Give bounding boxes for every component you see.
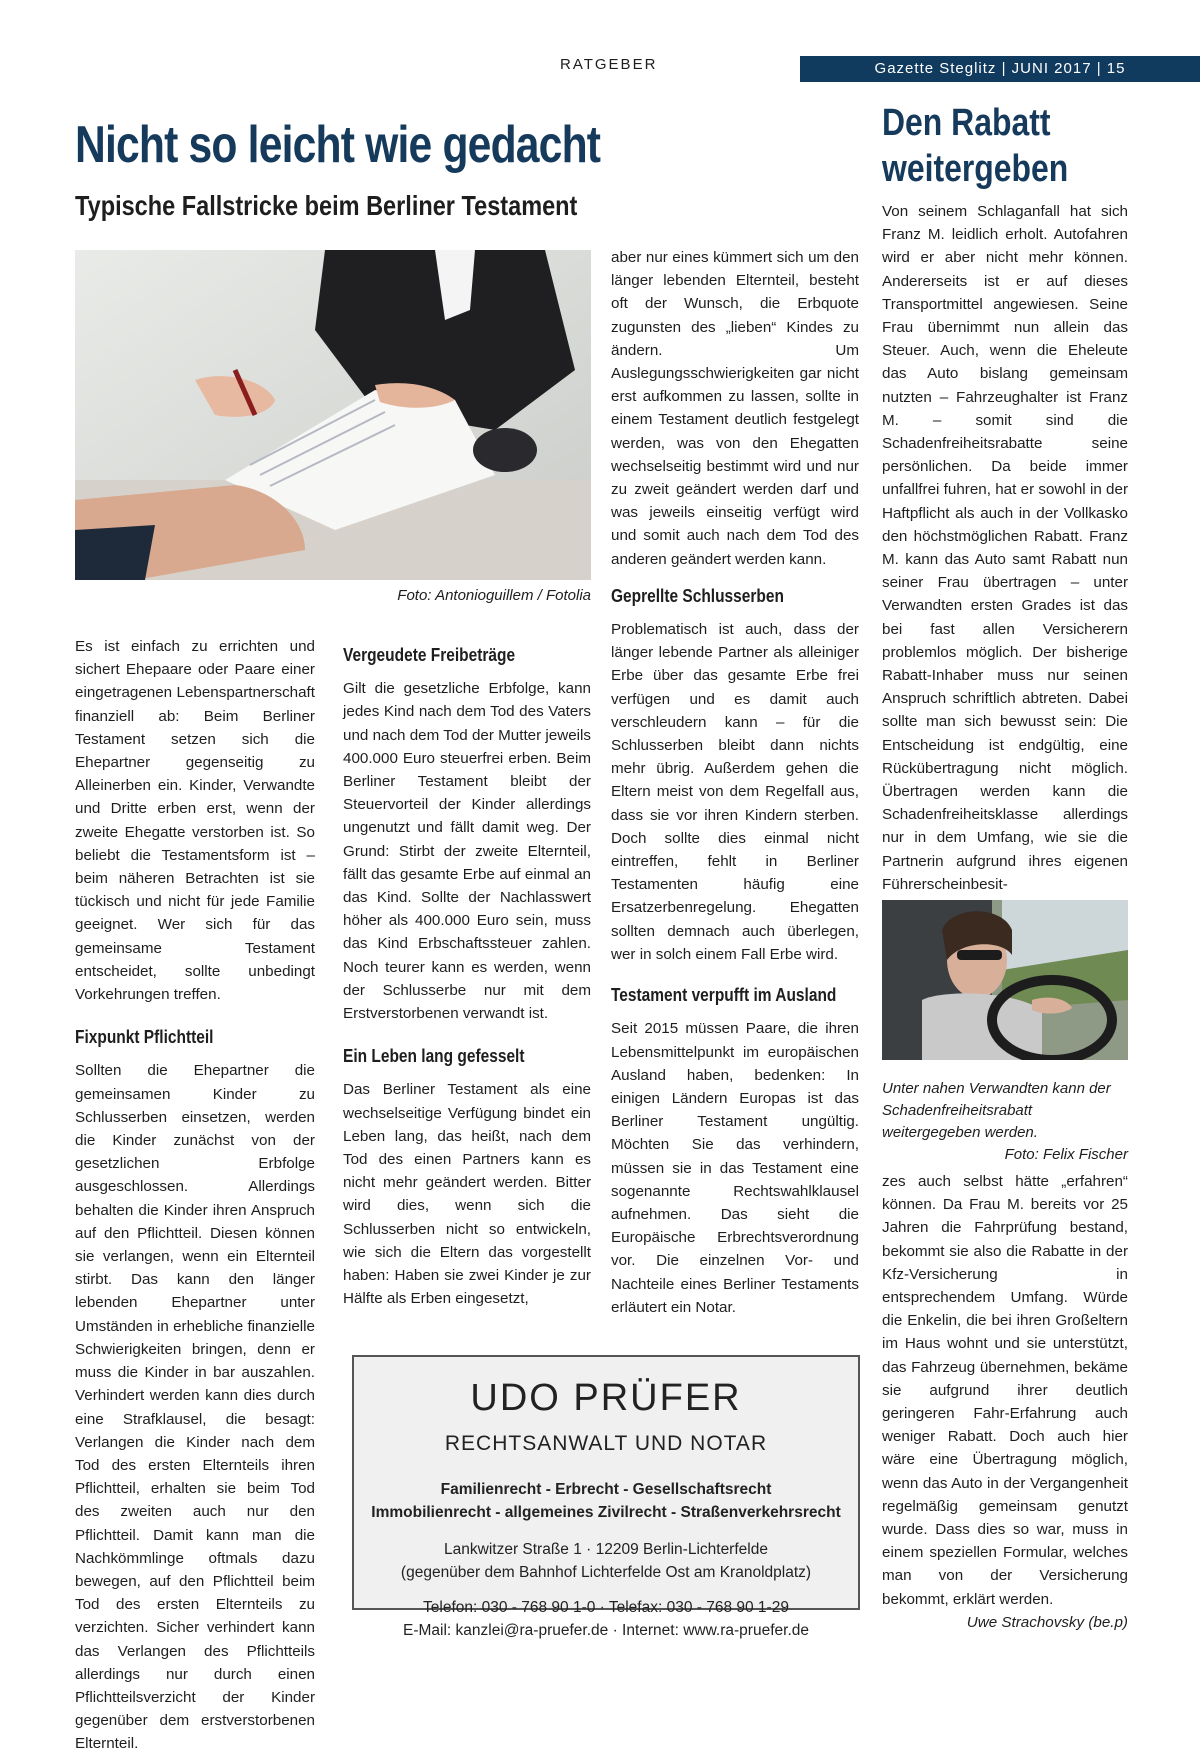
woman-driving-photo xyxy=(882,900,1128,1060)
side-body-bottom xyxy=(882,1170,1128,1634)
ad-contact xyxy=(354,1596,858,1642)
section-label: RATGEBER xyxy=(560,56,658,73)
article-column-1 xyxy=(75,635,315,1756)
ad-address-line-2: (gegenüber dem Bahnhof Lichterfelde Ost am Kranoldplatz) xyxy=(400,1564,812,1581)
heading-leben-lang: Ein Leben lang gefesselt xyxy=(343,1046,525,1067)
lawyer-advertisement xyxy=(352,1355,860,1639)
article-column-3 xyxy=(611,246,859,1319)
ad-areas-line-2: Immobilienrecht - allgemeines Zivilrecht - Straßenverkehrsrecht xyxy=(371,1504,841,1521)
article-subhead: Typische Fallstricke beim Berliner Testament xyxy=(75,190,578,221)
paragraph-fixpunkt: Sollten die Ehepartner die gemeinsamen Kinder zu Schlusserben einsetzen, werden die Kinder zunächst von der gesetzlichen Erbfolge ausgeschlossen. Allerdings behalten die Kinder ihren Anspruch auf den Pflichtteil. Diesen können sie verlangen, wenn ein Elternteil stirbt. Das kann den länger lebenden Ehepartner unter Umständen in erhebliche finanzielle Schwierigkeiten bringen, denn er muss die Kinder in bar auszahlen. Verhindert werden kann dies durch eine Strafklausel, die besagt: Verlangen die Kinder nach dem Tod des ersten Elternteils ihren Pflichtteil, erhalten sie beim Tod des zweiten auch nur den Pflichtteil. Damit kann man die Nachkömmlinge oftmals dazu bewegen, auf den Pflichtteil beim Tod des ersten Elternteils zu verzichten. Sicher verhindert kann das Verlangen des Pflichtteils allerdings nur durch einen Pflichtteilsverzicht der Kinder gegenüber dem erstverstorbenen Elternteil. xyxy=(75,1062,315,1753)
caption-text: Unter nahen Verwandten kann der Schadenfreiheitsrabatt weitergegeben werden. xyxy=(882,1080,1111,1141)
ad-practice-areas xyxy=(354,1478,858,1524)
ad-address xyxy=(354,1538,858,1584)
intro-paragraph: Es ist einfach zu errichten und sichert Ehepaare oder Paare einer eingetragenen Lebenspartnerschaft finanziell ab: Beim Berliner Testament setzen sich die Ehepartner gegenseitig zu Alleinerben ein. Kinder, Verwandte und Dritte erben erst, wenn der zweite Ehegatte verstorben ist. So beliebt die Testamentsform ist – beim näheren Betrachten ist sie tückisch und nicht für jede Familie geeignet. Wer sich für das gemeinsame Testament entscheidet, sollte unbedingt Vorkehrungen treffen. xyxy=(75,638,315,1004)
article-column-2 xyxy=(343,644,591,1310)
ad-phone-fax: Telefon: 030 - 768 90 1-0 · Telefax: 030 - 768 90 1-29 xyxy=(423,1599,789,1616)
publication-bar: Gazette Steglitz | JUNI 2017 | 15 xyxy=(800,56,1200,82)
heading-fixpunkt: Fixpunkt Pflichtteil xyxy=(75,1027,214,1048)
paragraph-schlusserben: Problematisch ist auch, dass der länger lebende Partner als alleiniger Erbe über das gesamte Erbe frei verfügen und es damit auch verschleudern kann – für die Schlusserben bleibt dann nichts mehr übrig. Außerdem gehen die Eltern meist von dem Regelfall aus, dass sie vor ihren Kindern sterben. Doch sollte dies einmal nicht eintreffen, fehlt in Berliner Testamenten häufig eine Ersatzerbenregelung. Ehegatten sollten demnach auch überlegen, wer in solch einem Fall Erbe wird. xyxy=(611,621,859,963)
handshake-document-photo xyxy=(75,250,591,580)
heading-ausland: Testament verpufft im Ausland xyxy=(611,985,837,1006)
article-headline: Nicht so leicht wie gedacht xyxy=(75,116,601,174)
ad-areas-line-1: Familienrecht - Erbrecht - Gesellschaftsrecht xyxy=(440,1481,772,1498)
heading-freibetraege: Vergeudete Freibeträge xyxy=(343,645,516,665)
side-body-top: Von seinem Schlaganfall hat sich Franz M. leidlich erholt. Autofahren wird er aber nicht mehr können. Andererseits ist er auf dieses Transportmittel angewiesen. Seine Frau übernimmt nun allein das Steuer. Auch, wenn die Eheleute das Auto bislang gemeinsam nutzten – Fahrzeughalter ist Franz M. – somit sind die Schadenfreiheitsrabatte seine persönlichen. Da beide immer unfallfrei fuhren, hat er sowohl in der Haftpflicht als auch in der Vollkasko den höchstmöglichen Rabatt. Franz M. kann das Auto samt Rabatt nun seiner Frau übertragen – unter Verwandten ersten Grades ist das bei fast allen Versicherern problemlos möglich. Der bisherige Rabatt-Inhaber muss nur seinen Anspruch schriftlich abtreten. Dabei sollte man sich bewusst sein: Die Entscheidung ist endgültig, eine Rückübertragung nicht möglich. Übertragen werden kann die Schadenfreiheitsklasse allerdings nur in dem Umfang, wie sie die Partnerin aufgrund ihres eigenen Führerscheinbesit- xyxy=(882,203,1128,893)
paragraph-continued: aber nur eines kümmert sich um den länger lebenden Elternteil, besteht oft der Wunsch, die Erbquote zugunsten des „lieben“ Kindes zu ändern. Um Auslegungsschwierigkeiten gar nicht erst aufkommen zu lassen, sollte in einem Testament deutlich festgelegt werden, was von den Ehegatten wechselseitig bestimmt wird und nur zu zweit geändert werden darf und was jeweils einseitig verfügt wird und somit auch nach dem Tod des anderen geändert werden kann. xyxy=(611,249,859,568)
paragraph-ausland: Seit 2015 müssen Paare, die ihren Lebensmittelpunkt im europäischen Ausland haben, bedenken: In einigen Ländern Europas ist das Berliner Testament ungültig. Möchten Sie das verhindern, müssen sie in das Testament eine sogenannte Rechtswahlklausel aufnehmen. Das sieht die Europäische Erbrechtsverordnung vor. Die einzelnen Vor- und Nachteile eines Berliner Testaments erläutert ein Notar. xyxy=(611,1020,859,1316)
photo-caption xyxy=(882,1078,1128,1166)
author-byline: Uwe Strachovsky (be.p) xyxy=(966,1613,1128,1631)
side-headline: Den Rabatt weitergeben xyxy=(882,102,1069,190)
side-paragraph-bottom: zes auch selbst hätte „erfahren“ können. Da Frau M. bereits vor 25 Jahren die Fahrprüfung bestand, bekommt sie also die Rabatte in der Kfz-Versicherung in entsprechendem Umfang. Würde die Enkelin, die bei ihren Großeltern im Haus wohnt und sie unterstützt, das Fahrzeug übernehmen, bekäme sie aufgrund ihrer deutlich geringeren Fahr-Erfahrung auch weniger Rabatt. Doch auch hier wäre eine Übertragung möglich, wenn das Auto in der Vergangenheit regelmäßig gemeinsam genutzt wurde. Dass dies so war, muss in einem speziellen Formular, welches man von der Versicherung bekommt, erklärt werden. xyxy=(882,1173,1128,1608)
paragraph-freibetraege: Gilt die gesetzliche Erbfolge, kann jedes Kind nach dem Tod des Vaters und nach dem Tod der Mutter jeweils 400.000 Euro steuerfrei erben. Beim Berliner Testament bleibt der Steuervorteil der Kinder allerdings ungenutzt und fällt damit weg. Der Grund: Stirbt der zweite Elternteil, fällt das gesamte Erbe auf einmal an das Kind. Sollte der Nachlasswert höher als 400.000 Euro sein, muss das Kind Erbschaftssteuer zahlen. Noch teurer kann es werden, wenn der Schlusserbe nur mit dem Erstverstorbenen verwandt ist. xyxy=(343,680,591,1023)
caption-credit: Foto: Felix Fischer xyxy=(1004,1146,1128,1163)
ad-title: RECHTSANWALT UND NOTAR xyxy=(444,1432,768,1455)
ad-address-line-1: Lankwitzer Straße 1 · 12209 Berlin-Lichterfelde xyxy=(444,1541,768,1558)
heading-schlusserben: Geprellte Schlusserben xyxy=(611,585,784,606)
ad-email-web: E-Mail: kanzlei@ra-pruefer.de · Internet: www.ra-pruefer.de xyxy=(403,1622,809,1639)
paragraph-leben-lang: Das Berliner Testament als eine wechselseitige Verfügung bindet ein Leben lang, das heißt, nach dem Tod des einen Partners kann es nicht mehr geändert werden. Bitter wird dies, wenn sich die Schlusserben nicht so entwickeln, wie sich die Eltern das vorgestellt haben: Haben sie zwei Kinder je zur Hälfte als Erben eingesetzt, xyxy=(343,1081,591,1308)
ad-name: UDO PRÜFER xyxy=(470,1377,742,1419)
photo-credit: Foto: Antonioguillem / Fotolia xyxy=(397,587,591,604)
